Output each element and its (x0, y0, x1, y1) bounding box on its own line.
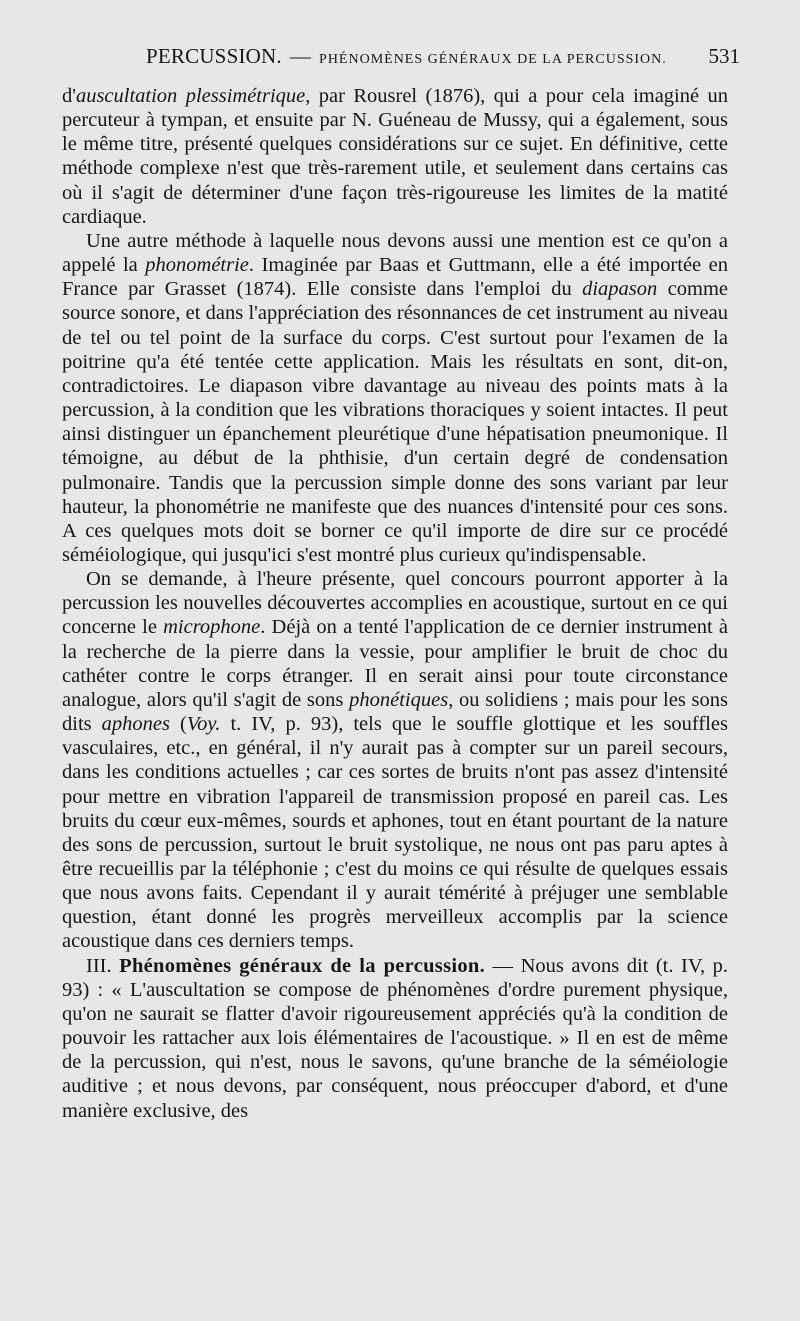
text-run: ( (169, 713, 187, 736)
header-title-main: PERCUSSION. (146, 44, 282, 68)
italic-text: phonométrie (145, 254, 249, 277)
italic-text: diapason (582, 278, 658, 301)
paragraph (62, 954, 728, 1123)
paragraph (62, 229, 728, 567)
header-dash: — (289, 44, 312, 68)
text-run: , par Rousrel (1876), qui a pour cela imaginé un percuteur à tympan, et ensuite par N. Guéneau de Mussy, qui a également, sous le même titre, présenté quelques considérations sur ce sujet. En définitive, cette méthode complexe n'est que très-rarement utile, et seulement dans certains cas où il s'agit de déterminer d'une façon très-rigoureuse les limites de la matité cardiaque. (62, 85, 728, 228)
text-run: d' (62, 85, 76, 107)
italic-text: Voy. (186, 713, 221, 736)
text-run: t. IV, p. 93), tels que le souffle glottique et les souffles vasculaires, etc., en général, il n'y aurait pas à compter sur un pareil secours, dans les conditions actuelles ; car ces sortes de bruits n'ont pas assez d'intensité pour mettre en vibration l'appareil de transmission proposé en pareil cas. Les bruits du cœur eux-mêmes, sourds et aphones, tout en étant pourtant de la nature des sons de percussion, surtout le bruit systolique, ne nous ont pas paru aptes à être recueillis par la téléphonie ; c'est du moins ce qui résulte de quelques essais que nous avons faits. Cependant il y aurait témérité à préjuger une semblable question, étant donné les progrès merveilleux accomplis par la science acoustique dans ces derniers temps. (62, 713, 728, 953)
italic-text: microphone (163, 616, 261, 639)
italic-text: phonétiques (349, 688, 449, 711)
text-run: On se demande, à l'heure présente, quel concours pourront apporter à la percussion les nouvelles découvertes accomplies en acoustique, surtout en ce qui concerne le (62, 568, 728, 639)
body-text (62, 84, 728, 1123)
running-head-title (146, 44, 667, 69)
italic-text: aphones (101, 713, 170, 736)
text-run: comme source sonore, et dans l'appréciation des résonnances de cet instrument au niveau de tel ou tel point de la surface du corps. C'est surtout pour l'examen de la poitrine qu'a été tentée cette application. Mais les résultats en sont, dit-on, contradictoires. Le diapason vibre davantage au niveau des points mats à la percussion, à la condition que les vibrations thoraciques y soient intactes. Il peut ainsi distinguer un épanchement pleurétique d'une hépatisation pneumonique. Il témoigne, au début de la phthisie, d'un certain degré de condensation pulmonaire. Tandis que la percussion simple donne des sons variant par leur hauteur, la phonométrie ne manifeste que des nuances d'intensité pour ces sons. A ces quelques mots doit se borner ce qu'il importe de dire sur ce procédé séméiologique, qui jusqu'ici s'est montré plus curieux qu'indispensable. (62, 278, 728, 566)
paragraph (62, 567, 728, 954)
text-run: Une autre méthode à laquelle nous devons aussi une mention est ce qu'on a appelé la (62, 229, 728, 277)
text-run: . Imaginée par Baas et Guttmann, elle a été importée en France par Grasset (1874). Elle consiste dans l'emploi du (62, 254, 728, 301)
text-run: . Déjà on a tenté l'application de ce dernier instrument à la recherche de la pierre dans la vessie, pour amplifier le bruit de choc du cathéter contre le corps étranger. Il en serait ainsi pour toute circonstance analogue, alors qu'il s'agit de sons (62, 616, 728, 711)
text-run: , ou solidiens ; mais pour les sons dits (62, 688, 728, 736)
running-header (60, 44, 740, 78)
header-title-sub: PHÉNOMÈNES GÉNÉRAUX DE LA PERCUSSION. (319, 52, 667, 67)
page-number: 531 (708, 44, 740, 68)
paragraph (62, 84, 728, 229)
italic-text: auscultation plessimétrique (75, 85, 306, 107)
text-run: III. (86, 954, 120, 977)
section-heading: Phénomènes généraux de la percussion. (119, 954, 486, 977)
text-run: — Nous avons dit (t. IV, p. 93) : « L'auscultation se compose de phénomènes d'ordre purement physique, qu'on ne saurait se flatter d'avoir rigoureusement appréciés qu'à la condition de pouvoir les rattacher aux lois élémentaires de l'acoustique. » Il en est de même de la percussion, qui n'est, nous le savons, qu'une branche de la séméiologie auditive ; et nous devons, par conséquent, nous préoccuper d'abord, et d'une manière exclusive, des (62, 954, 728, 1122)
